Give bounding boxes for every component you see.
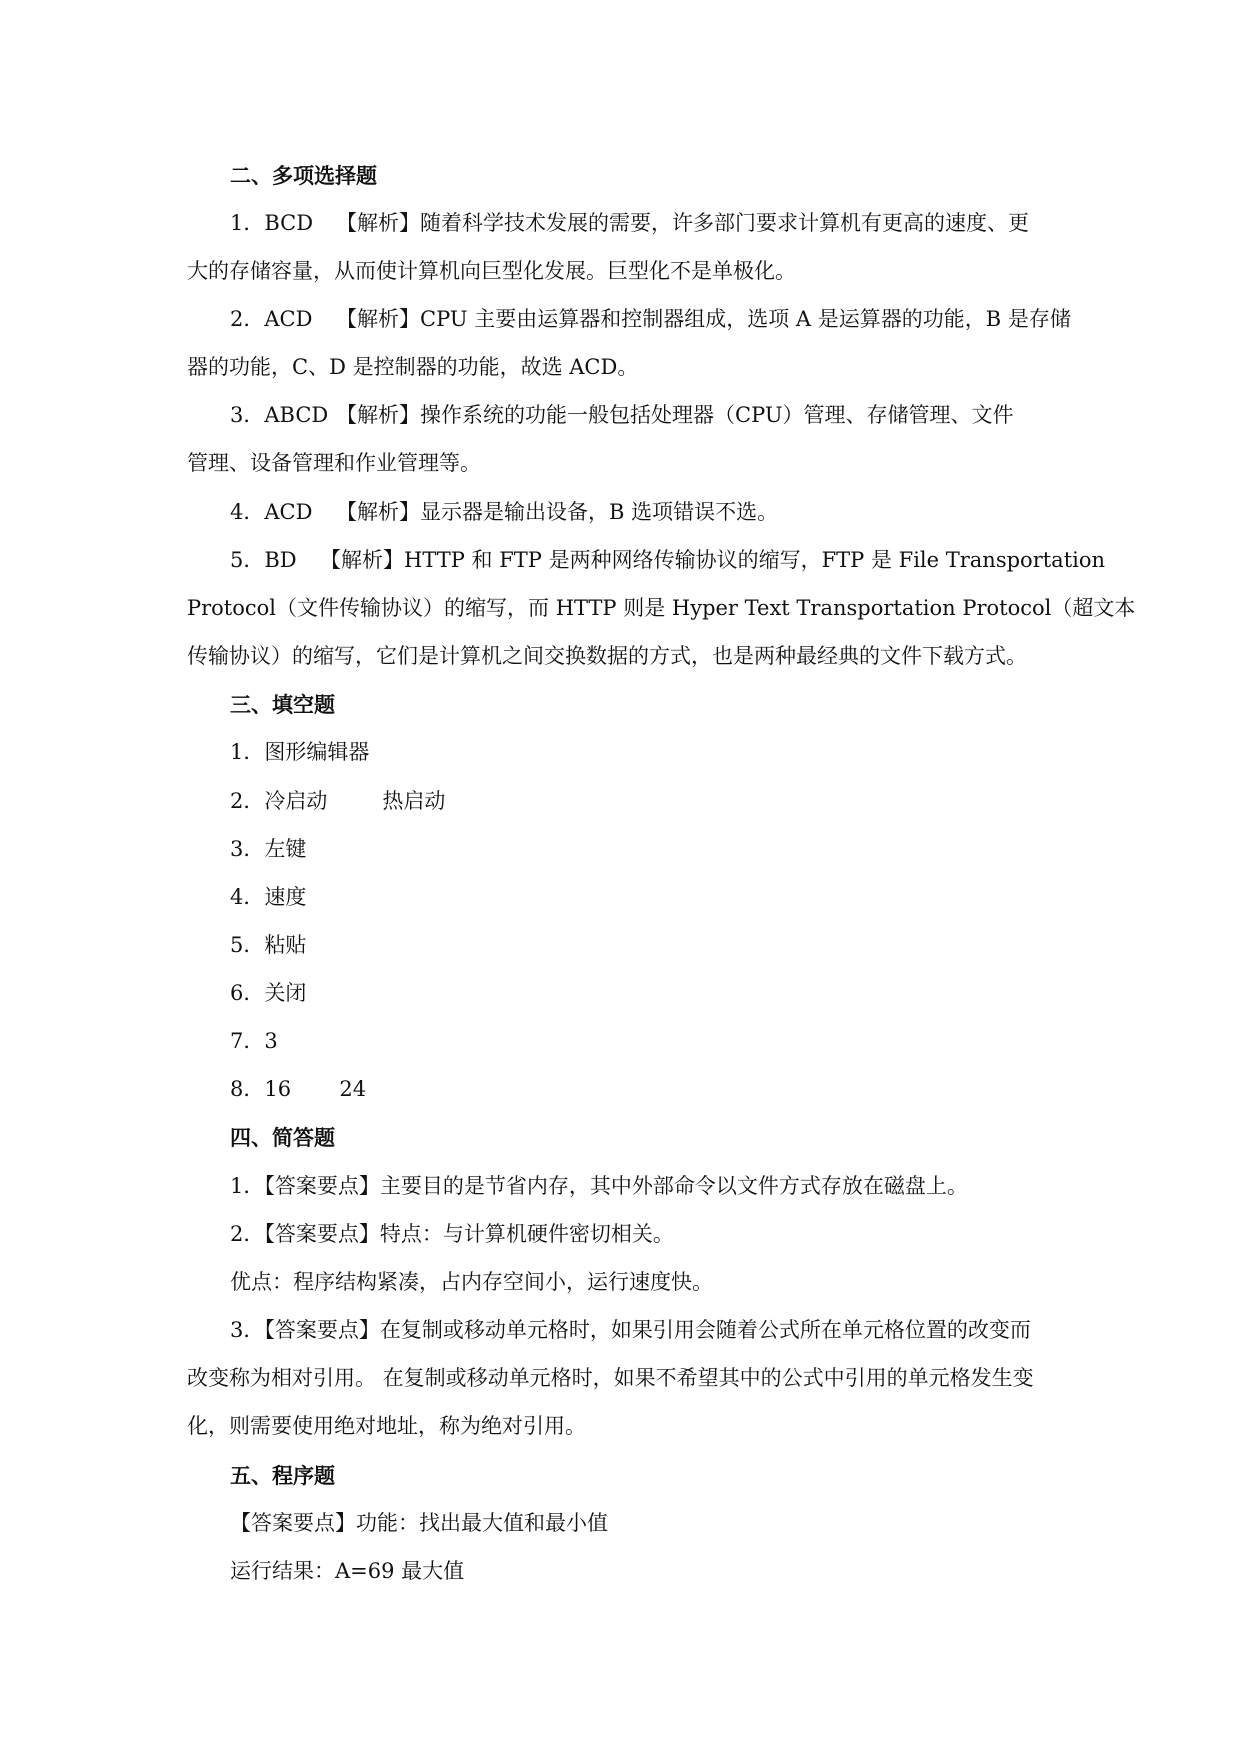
- analysis-text: HTTP 和 FTP 是两种网络传输协议的缩写，FTP 是 File Transportation: [404, 548, 1106, 572]
- analysis-tag: 【解析】: [336, 500, 420, 524]
- answer-number: 3．: [230, 837, 265, 861]
- analysis-tag: 【解析】: [336, 403, 420, 427]
- mc-item-2: [230, 307, 1071, 332]
- answer-text-2: 24: [339, 1077, 367, 1101]
- mc-item-4: [230, 500, 778, 525]
- answer-text: 16: [264, 1077, 292, 1101]
- answer-tag: 【答案要点】: [264, 1318, 380, 1342]
- answer-number: 4．: [230, 885, 265, 909]
- analysis-text: 操作系统的功能一般包括处理器（CPU）管理、存储管理、文件: [420, 403, 1014, 427]
- answer-tag: 【答案要点】: [264, 1174, 380, 1198]
- answer-text: 主要目的是节省内存，其中外部命令以文件方式存放在磁盘上。: [379, 1174, 968, 1198]
- answer-number: 2．: [230, 789, 265, 813]
- answer-text: 速度: [264, 885, 307, 909]
- section-heading-multiple-choice: 二、多项选择题: [230, 163, 377, 188]
- answer-number: 7．: [230, 1029, 265, 1053]
- answer-number: 1．: [230, 740, 265, 764]
- fill-item-8: [230, 1077, 366, 1102]
- answer-number: 6．: [230, 981, 265, 1005]
- section-heading-fill-blank: 三、填空题: [230, 692, 335, 717]
- answer-text: 关闭: [264, 981, 307, 1005]
- answer-tag: 【答案要点】: [230, 1511, 356, 1535]
- answer-number: 5．: [230, 933, 265, 957]
- answer-number: 3．: [230, 1318, 265, 1342]
- answer-number: 3．ABCD: [230, 403, 329, 427]
- analysis-text: 随着科学技术发展的需要，许多部门要求计算机有更高的速度、更: [420, 211, 1029, 235]
- short-answer-3-cont-2: 化，则需要使用绝对地址，称为绝对引用。: [187, 1414, 586, 1438]
- mc-item-1: [230, 211, 1029, 236]
- fill-item-6: [230, 981, 306, 1006]
- answer-text: 左键: [264, 837, 307, 861]
- answer-number: 2．ACD: [230, 307, 313, 331]
- mc-item-1-cont: 大的存储容量，从而使计算机向巨型化发展。巨型化不是单极化。: [187, 259, 796, 283]
- analysis-tag: 【解析】: [336, 307, 420, 331]
- analysis-text: CPU 主要由运算器和控制器组成，选项 A 是运算器的功能，B 是存储: [420, 307, 1071, 331]
- program-result: 运行结果：A=69 最大值: [230, 1559, 465, 1583]
- analysis-tag: 【解析】: [320, 548, 404, 572]
- fill-item-5: [230, 933, 306, 958]
- section-heading-short-answer: 四、简答题: [230, 1125, 335, 1150]
- short-answer-1: [230, 1174, 968, 1199]
- analysis-tag: 【解析】: [336, 211, 420, 235]
- answer-text: 3: [264, 1029, 278, 1053]
- mc-item-5-cont-2: 传输协议）的缩写，它们是计算机之间交换数据的方式，也是两种最经典的文件下载方式。: [187, 644, 1027, 668]
- section-heading-program: 五、程序题: [230, 1463, 335, 1488]
- short-answer-3: [230, 1318, 1031, 1343]
- answer-number: 8．: [230, 1077, 265, 1101]
- mc-item-3-cont: 管理、设备管理和作业管理等。: [187, 451, 481, 475]
- fill-item-2: [230, 789, 445, 814]
- answer-tag: 【答案要点】: [264, 1222, 380, 1246]
- answer-number: 1．BCD: [230, 211, 314, 235]
- mc-item-5: [230, 548, 1105, 573]
- answer-number: 5．BD: [230, 548, 297, 572]
- mc-item-3: [230, 403, 1014, 428]
- program-function: [230, 1511, 608, 1536]
- answer-number: 4．ACD: [230, 500, 313, 524]
- fill-item-4: [230, 885, 306, 910]
- answer-number: 2．: [230, 1222, 265, 1246]
- answer-text: 特点：与计算机硬件密切相关。: [379, 1222, 674, 1246]
- fill-item-7: [230, 1029, 278, 1054]
- answer-text: 粘贴: [264, 933, 307, 957]
- answer-text-2: 热启动: [382, 789, 446, 813]
- answer-text: 图形编辑器: [264, 740, 370, 764]
- answer-text: 冷启动: [264, 789, 328, 813]
- short-answer-3-cont-1: 改变称为相对引用。 在复制或移动单元格时，如果不希望其中的公式中引用的单元格发生变: [187, 1366, 1034, 1390]
- fill-item-1: [230, 740, 369, 765]
- fill-item-3: [230, 837, 306, 862]
- short-answer-2-advantages: 优点：程序结构紧凑，占内存空间小，运行速度快。: [230, 1270, 713, 1294]
- mc-item-2-cont: 器的功能，C、D 是控制器的功能，故选 ACD。: [187, 355, 639, 379]
- analysis-text: 显示器是输出设备，B 选项错误不选。: [420, 500, 779, 524]
- function-text: 功能：找出最大值和最小值: [356, 1511, 608, 1535]
- mc-item-5-cont-1: Protocol（文件传输协议）的缩写，而 HTTP 则是 Hyper Text Transportation Protocol（超文本: [187, 596, 1136, 620]
- answer-text: 在复制或移动单元格时，如果引用会随着公式所在单元格位置的改变而: [379, 1318, 1031, 1342]
- answer-number: 1．: [230, 1174, 265, 1198]
- short-answer-2: [230, 1222, 674, 1247]
